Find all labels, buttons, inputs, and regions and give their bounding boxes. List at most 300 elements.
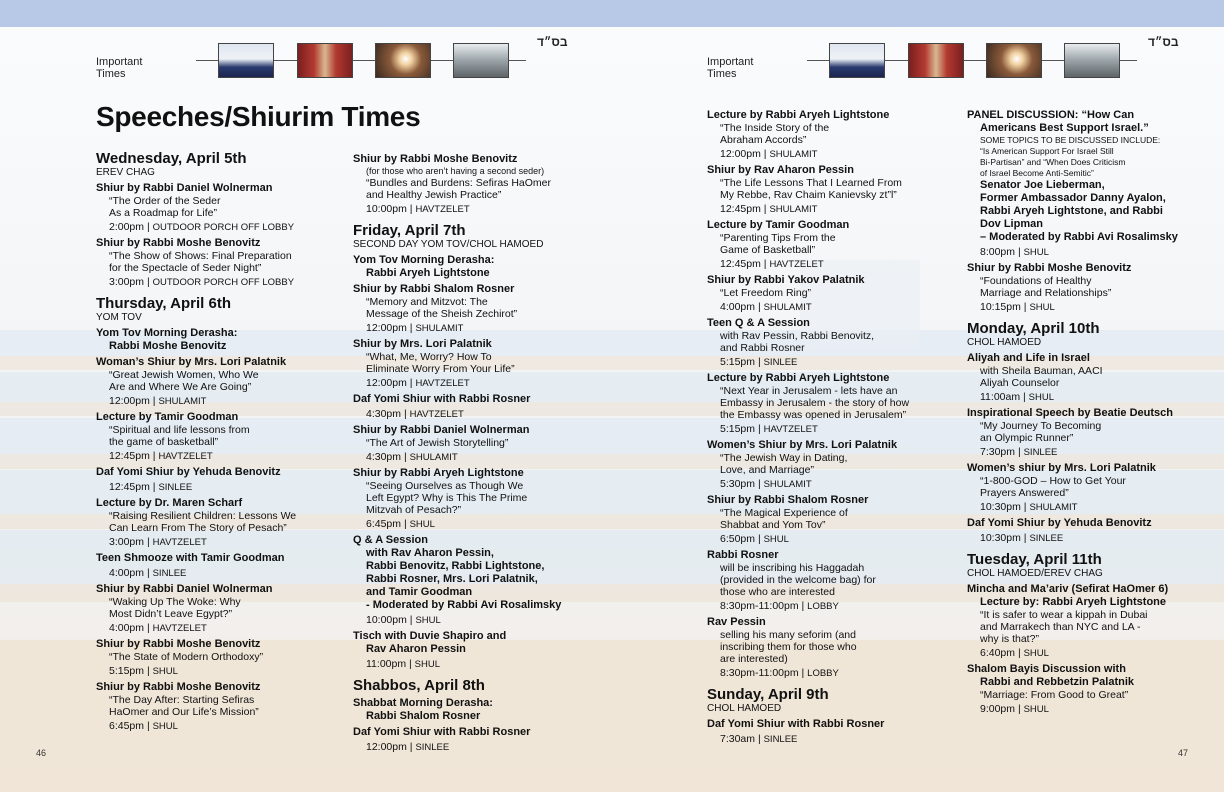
event-description: Aliyah Counselor xyxy=(980,377,1060,389)
schedule-item xyxy=(707,164,957,216)
event-title: Shiur by Rabbi Shalom Rosner xyxy=(707,494,869,506)
separator: | xyxy=(755,478,764,490)
event-presenter: Rabbi Rosner, Mrs. Lori Palatnik, xyxy=(366,573,538,585)
event-location: SINLEE xyxy=(1023,447,1058,458)
event-title: Yom Tov Morning Derasha: xyxy=(353,254,495,266)
event-title: Lecture by Tamir Goodman xyxy=(96,411,239,423)
schedule-item xyxy=(967,462,1217,514)
event-description: selling his many seforim (and xyxy=(720,629,856,641)
event-panelist: Former Ambassador Danny Ayalon, xyxy=(980,192,1166,204)
event-description: will be inscribing his Haggadah xyxy=(720,562,865,574)
event-time: 4:00pm xyxy=(720,301,756,313)
event-description: Are and Where We Are Going” xyxy=(109,381,252,393)
separator: | xyxy=(149,395,159,407)
event-location: SHUL xyxy=(415,615,441,626)
event-location: SHUL xyxy=(1023,648,1049,659)
event-presenter: Americans Best Support Israel.” xyxy=(980,122,1149,134)
schedule-item xyxy=(707,549,957,613)
separator: | xyxy=(144,536,153,548)
event-panelist: Rabbi Aryeh Lightstone, and Rabbi xyxy=(980,205,1163,217)
event-title: Mincha and Ma’ariv (Sefirat HaOmer 6) xyxy=(967,583,1169,595)
event-time-location xyxy=(353,451,603,464)
event-title: Shiur by Rabbi Moshe Benovitz xyxy=(96,681,261,693)
event-time: 6:45pm xyxy=(366,518,402,530)
event-title: Tisch with Duvie Shapiro and xyxy=(353,630,507,642)
event-description: “The State of Modern Orthodoxy” xyxy=(109,651,264,663)
schedule-item xyxy=(96,552,346,580)
event-description: “Great Jewish Women, Who We xyxy=(109,369,259,381)
event-time-location xyxy=(96,276,346,289)
event-time-location xyxy=(967,246,1217,259)
event-panelist: – Moderated by Rabbi Avi Rosalimsky xyxy=(980,231,1178,243)
event-time-location xyxy=(353,203,603,216)
event-location: OUTDOOR PORCH OFF LOBBY xyxy=(152,222,295,233)
event-time: 12:45pm xyxy=(720,258,761,270)
event-description: Love, and Marriage” xyxy=(720,464,814,476)
schedule-item xyxy=(353,467,603,531)
event-time: 4:00pm xyxy=(109,622,145,634)
event-description: with Sheila Bauman, AACI xyxy=(980,365,1103,377)
separator: | xyxy=(1015,703,1024,715)
event-time: 3:00pm xyxy=(109,536,145,548)
separator: | xyxy=(406,203,416,215)
event-time: 12:00pm xyxy=(109,395,150,407)
page-title: Speeches/Shiurim Times xyxy=(96,101,421,132)
event-location: SHUL xyxy=(1023,247,1049,258)
event-description: “Seeing Ourselves as Though We xyxy=(366,480,524,492)
event-time-location xyxy=(967,391,1217,404)
event-time: 8:30pm-11:00pm xyxy=(720,667,799,679)
event-title: Lecture by Rabbi Aryeh Lightstone xyxy=(707,109,890,121)
event-time-location xyxy=(967,446,1217,459)
event-time: 5:15pm xyxy=(720,423,756,435)
event-description: Shabbat and Yom Tov” xyxy=(720,519,826,531)
event-title: Shiur by Rav Aharon Pessin xyxy=(707,164,854,176)
event-time: 10:30pm xyxy=(980,532,1021,544)
event-presenter: Rav Aharon Pessin xyxy=(366,643,466,655)
event-description: “Waking Up The Woke: Why xyxy=(109,596,241,608)
event-description: and Healthy Jewish Practice” xyxy=(366,189,502,201)
schedule-item xyxy=(353,338,603,390)
event-location: SHUL xyxy=(409,519,435,530)
event-title: Shiur by Rabbi Shalom Rosner xyxy=(353,283,515,295)
separator: | xyxy=(406,377,416,389)
event-description: (provided in the welcome bag) for xyxy=(720,574,876,586)
event-location: HAVTZELET xyxy=(769,259,824,270)
event-title: Shiur by Rabbi Moshe Benovitz xyxy=(353,153,518,165)
event-location: HAVTZELET xyxy=(763,424,818,435)
event-title: Inspirational Speech by Beatie Deutsch xyxy=(967,407,1174,419)
stage-photo-thumbnail xyxy=(297,43,353,78)
separator: | xyxy=(798,667,808,679)
event-time-location xyxy=(96,665,346,678)
schedule-item xyxy=(707,616,957,680)
event-title: Daf Yomi Shiur with Rabbi Rosner xyxy=(707,718,885,730)
schedule-item xyxy=(353,153,603,216)
event-description: Embassy in Jerusalem - the story of how xyxy=(720,397,910,409)
event-panelist: Senator Joe Lieberman, xyxy=(980,179,1105,191)
event-description: Marriage and Relationships” xyxy=(980,287,1112,299)
event-description: are interested) xyxy=(720,653,788,665)
event-description: with Rav Pessin, Rabbi Benovitz, xyxy=(720,330,875,342)
event-time: 12:00pm xyxy=(366,322,407,334)
schedule-item xyxy=(353,630,603,671)
schedule-item xyxy=(967,583,1217,660)
event-title: Shiur by Rabbi Aryeh Lightstone xyxy=(353,467,524,479)
event-time: 3:00pm xyxy=(109,276,145,288)
event-location: SINLEE xyxy=(152,568,187,579)
schedule-item xyxy=(96,583,346,635)
event-description: “The Order of the Seder xyxy=(109,195,221,207)
event-time-location xyxy=(353,658,603,671)
event-description: Mitzvah of Pesach?” xyxy=(366,504,462,516)
event-title: Q & A Session xyxy=(353,534,428,546)
gym-photo-thumbnail xyxy=(453,43,509,78)
schedule-item xyxy=(353,697,603,723)
event-time: 8:00pm xyxy=(980,246,1016,258)
event-presenter: Lecture by: Rabbi Aryeh Lightstone xyxy=(980,596,1167,608)
event-time: 12:00pm xyxy=(720,148,761,160)
schedule-item xyxy=(353,283,603,335)
event-location: SHUL xyxy=(152,666,178,677)
event-panelist: Dov Lipman xyxy=(980,218,1043,230)
separator: | xyxy=(755,733,764,745)
schedule-item xyxy=(353,393,603,421)
day-heading: Wednesday, April 5th xyxy=(96,150,247,167)
event-presenter: Rabbi and Rebbetzin Palatnik xyxy=(980,676,1135,688)
event-location: SHUL xyxy=(1029,302,1055,313)
gym-photo-thumbnail xyxy=(1064,43,1120,78)
day-subtitle: CHOL HAMOED xyxy=(707,703,782,714)
event-time-location xyxy=(707,356,957,369)
separator: | xyxy=(1015,246,1024,258)
schedule-item xyxy=(967,109,1217,259)
separator: | xyxy=(144,221,153,233)
event-description: Eliminate Worry From Your Life” xyxy=(366,363,515,375)
event-title: Lecture by Dr. Maren Scharf xyxy=(96,497,243,509)
event-title: Lecture by Rabbi Aryeh Lightstone xyxy=(707,372,890,384)
schedule-column-right-2 xyxy=(967,106,1217,716)
separator: | xyxy=(755,533,764,545)
event-title: Shiur by Rabbi Moshe Benovitz xyxy=(96,638,261,650)
schedule-item xyxy=(707,372,957,436)
schedule-column-right-1 xyxy=(707,106,957,746)
event-time: 6:50pm xyxy=(720,533,756,545)
schedule-item xyxy=(707,439,957,491)
day-subtitle: EREV CHAG xyxy=(96,167,155,178)
event-time-location xyxy=(96,221,346,234)
event-location: HAVTZELET xyxy=(415,378,470,389)
event-title: Shiur by Rabbi Yakov Palatnik xyxy=(707,274,865,286)
event-time-location xyxy=(353,377,603,390)
event-title: Daf Yomi Shiur by Yehuda Benovitz xyxy=(967,517,1152,529)
event-description: and Rabbi Rosner xyxy=(720,342,805,354)
schedule-item xyxy=(707,494,957,546)
day-heading: Tuesday, April 11th xyxy=(967,551,1102,568)
schedule-item xyxy=(96,681,346,733)
event-description: “The Life Lessons That I Learned From xyxy=(720,177,902,189)
event-location: SHUL xyxy=(1028,392,1054,403)
day-subtitle: SECOND DAY YOM TOV/CHOL HAMOED xyxy=(353,239,544,250)
event-location: SHULAMIT xyxy=(158,396,207,407)
separator: | xyxy=(1020,532,1030,544)
event-time-location xyxy=(707,667,957,680)
event-title: Daf Yomi Shiur by Yehuda Benovitz xyxy=(96,466,281,478)
event-time-location xyxy=(353,408,603,421)
bsd-mark: בס״ד xyxy=(537,35,568,49)
event-time-location xyxy=(96,481,346,494)
event-description: “Raising Resilient Children: Lessons We xyxy=(109,510,297,522)
event-topics: “Is American Support For Israel Still xyxy=(980,146,1114,156)
schedule-item xyxy=(707,718,957,746)
day-heading: Monday, April 10th xyxy=(967,320,1100,337)
event-time-location xyxy=(707,478,957,491)
event-time: 10:30pm xyxy=(980,501,1021,513)
event-note: (for those who aren’t having a second seder) xyxy=(366,166,545,176)
separator: | xyxy=(798,600,808,612)
event-time-location xyxy=(967,301,1217,314)
event-description: “Memory and Mitzvot: The xyxy=(366,296,488,308)
event-time-location xyxy=(707,301,957,314)
event-title: Woman’s Shiur by Mrs. Lori Palatnik xyxy=(96,356,287,368)
event-location: SINLEE xyxy=(1029,533,1064,544)
event-location: HAVTZELET xyxy=(158,451,213,462)
event-presenter: with Rav Aharon Pessin, xyxy=(366,547,494,559)
event-time-location xyxy=(353,322,603,335)
event-time-location xyxy=(96,395,346,408)
event-description: “Spiritual and life lessons from xyxy=(109,424,250,436)
event-description: “Parenting Tips From the xyxy=(720,232,836,244)
event-title: Teen Shmooze with Tamir Goodman xyxy=(96,552,285,564)
event-title: Women’s shiur by Mrs. Lori Palatnik xyxy=(967,462,1156,474)
top-banner xyxy=(0,0,1224,27)
speaker-photo-thumbnail xyxy=(375,43,431,78)
event-time: 11:00am xyxy=(980,391,1021,403)
day-subtitle: CHOL HAMOED/EREV CHAG xyxy=(967,568,1103,579)
event-time: 4:30pm xyxy=(366,408,402,420)
event-description: “Next Year in Jerusalem - lets have an xyxy=(720,385,898,397)
schedule-item xyxy=(967,517,1217,545)
schedule-item xyxy=(96,182,346,234)
audience-photo-thumbnail xyxy=(829,43,885,78)
schedule-item xyxy=(967,262,1217,314)
schedule-item xyxy=(707,219,957,271)
separator: | xyxy=(401,518,410,530)
separator: | xyxy=(144,567,153,579)
event-location: SINLEE xyxy=(415,742,450,753)
event-time: 7:30pm xyxy=(980,446,1016,458)
event-location: HAVTZELET xyxy=(152,623,207,634)
event-title: Yom Tov Morning Derasha: xyxy=(96,327,238,339)
event-time-location xyxy=(96,536,346,549)
event-description: “Foundations of Healthy xyxy=(980,275,1092,287)
event-title: Shalom Bayis Discussion with xyxy=(967,663,1126,675)
event-title: Daf Yomi Shiur with Rabbi Rosner xyxy=(353,393,531,405)
schedule-item xyxy=(96,356,346,408)
event-time-location xyxy=(707,600,957,613)
event-description: “Marriage: From Good to Great” xyxy=(980,689,1129,701)
schedule-item xyxy=(967,407,1217,459)
schedule-item xyxy=(353,424,603,464)
schedule-item xyxy=(96,638,346,678)
event-title: Women’s Shiur by Mrs. Lori Palatnik xyxy=(707,439,898,451)
separator: | xyxy=(401,451,410,463)
schedule-item xyxy=(707,317,957,369)
day-heading: Sunday, April 9th xyxy=(707,686,829,703)
event-description: As a Roadmap for Life” xyxy=(109,207,217,219)
event-description: “The Show of Shows: Final Preparation xyxy=(109,250,292,262)
event-time: 5:30pm xyxy=(720,478,756,490)
event-location: SHULAMIT xyxy=(415,323,464,334)
event-location: SHULAMIT xyxy=(763,302,812,313)
event-location: SHULAMIT xyxy=(409,452,458,463)
event-description: “The Art of Jewish Storytelling” xyxy=(366,437,509,449)
schedule-item xyxy=(96,237,346,289)
event-description: “It is safer to wear a kippah in Dubai xyxy=(980,609,1148,621)
event-time-location xyxy=(967,501,1217,514)
event-description: My Rebbe, Rav Chaim Kanievsky zt”l” xyxy=(720,189,897,201)
event-location: SHULAMIT xyxy=(769,149,818,160)
event-time-location xyxy=(707,148,957,161)
event-title: Shiur by Mrs. Lori Palatnik xyxy=(353,338,492,350)
schedule-item xyxy=(96,466,346,494)
event-title: Rav Pessin xyxy=(707,616,766,628)
event-description: “Bundles and Burdens: Sefiras HaOmer xyxy=(366,177,552,189)
event-presenter: Rabbi Moshe Benovitz xyxy=(109,340,227,352)
schedule-column-left-2 xyxy=(353,150,603,754)
event-time-location xyxy=(353,518,603,531)
schedule-item xyxy=(707,274,957,314)
event-presenter: Rabbi Aryeh Lightstone xyxy=(366,267,490,279)
event-location: LOBBY xyxy=(807,668,839,679)
day-heading: Shabbos, April 8th xyxy=(353,677,485,694)
event-title: PANEL DISCUSSION: “How Can xyxy=(967,109,1135,121)
event-presenter: Rabbi Shalom Rosner xyxy=(366,710,481,722)
event-time: 6:45pm xyxy=(109,720,145,732)
event-description: for the Spectacle of Seder Night” xyxy=(109,262,262,274)
event-time: 11:00pm xyxy=(366,658,407,670)
event-title: Shiur by Rabbi Daniel Wolnerman xyxy=(353,424,530,436)
event-time: 12:45pm xyxy=(720,203,761,215)
event-location: HAVTZELET xyxy=(409,409,464,420)
separator: | xyxy=(755,356,764,368)
event-time: 9:00pm xyxy=(980,703,1016,715)
separator: | xyxy=(149,481,159,493)
event-time: 10:15pm xyxy=(980,301,1021,313)
event-title: Daf Yomi Shiur with Rabbi Rosner xyxy=(353,726,531,738)
event-time: 10:00pm xyxy=(366,203,407,215)
schedule-item xyxy=(96,327,346,353)
event-time-location xyxy=(353,614,603,627)
day-subtitle: YOM TOV xyxy=(96,312,142,323)
event-presenter: - Moderated by Rabbi Avi Rosalimsky xyxy=(366,599,562,611)
event-time: 12:45pm xyxy=(109,481,150,493)
schedule-item xyxy=(353,534,603,627)
separator: | xyxy=(406,614,416,626)
event-time: 12:00pm xyxy=(366,741,407,753)
event-description: “Let Freedom Ring” xyxy=(720,287,812,299)
separator: | xyxy=(1020,301,1030,313)
separator: | xyxy=(144,276,153,288)
schedule-item xyxy=(707,109,957,161)
event-title: Teen Q & A Session xyxy=(707,317,810,329)
event-location: SHULAMIT xyxy=(769,204,818,215)
header-label: Important Times xyxy=(96,56,143,80)
stage-photo-thumbnail xyxy=(908,43,964,78)
event-location: OUTDOOR PORCH OFF LOBBY xyxy=(152,277,295,288)
event-description: why is that?” xyxy=(980,633,1039,645)
event-description: “My Journey To Becoming xyxy=(980,420,1102,432)
event-time-location xyxy=(707,258,957,271)
event-description: “The Magical Experience of xyxy=(720,507,848,519)
event-presenter: Rabbi Benovitz, Rabbi Lightstone, xyxy=(366,560,545,572)
event-description: the game of basketball” xyxy=(109,436,219,448)
event-location: HAVTZELET xyxy=(415,204,470,215)
event-title: Shiur by Rabbi Moshe Benovitz xyxy=(967,262,1132,274)
speaker-photo-thumbnail xyxy=(986,43,1042,78)
event-presenter: and Tamir Goodman xyxy=(366,586,473,598)
event-description: “What, Me, Worry? How To xyxy=(366,351,492,363)
event-time: 10:00pm xyxy=(366,614,407,626)
event-title: Shiur by Rabbi Moshe Benovitz xyxy=(96,237,261,249)
event-location: SHUL xyxy=(152,721,178,732)
event-description: “The Jewish Way in Dating, xyxy=(720,452,848,464)
event-location: SHUL xyxy=(763,534,789,545)
event-title: Aliyah and Life in Israel xyxy=(967,352,1090,364)
separator: | xyxy=(1020,391,1029,403)
schedule-item xyxy=(353,254,603,280)
event-topics: of Israel Become Anti-Semitic” xyxy=(980,168,1094,178)
separator: | xyxy=(406,741,416,753)
event-location: SHULAMIT xyxy=(763,479,812,490)
event-title: Lecture by Tamir Goodman xyxy=(707,219,850,231)
event-location: HAVTZELET xyxy=(152,537,207,548)
event-description: HaOmer and Our Life’s Mission” xyxy=(109,706,259,718)
event-description: Game of Basketball” xyxy=(720,244,816,256)
event-title: Shiur by Rabbi Daniel Wolnerman xyxy=(96,182,273,194)
event-description: “The Day After: Starting Sefiras xyxy=(109,694,255,706)
schedule-item xyxy=(96,497,346,549)
page-number: 47 xyxy=(1178,748,1189,758)
event-time: 12:45pm xyxy=(109,450,150,462)
audience-photo-thumbnail xyxy=(218,43,274,78)
event-time-location xyxy=(353,741,603,754)
event-description: “The Inside Story of the xyxy=(720,122,830,134)
event-location: SINLEE xyxy=(763,357,798,368)
event-time: 12:00pm xyxy=(366,377,407,389)
separator: | xyxy=(144,665,153,677)
separator: | xyxy=(406,658,415,670)
event-time: 4:30pm xyxy=(366,451,402,463)
separator: | xyxy=(406,322,416,334)
bsd-mark: בס״ד xyxy=(1148,35,1179,49)
event-location: LOBBY xyxy=(807,601,839,612)
schedule-item xyxy=(96,411,346,463)
event-time-location xyxy=(707,203,957,216)
event-description: and Marrakech than NYC and LA - xyxy=(980,621,1141,633)
schedule-item xyxy=(967,352,1217,404)
separator: | xyxy=(144,622,153,634)
event-time: 6:40pm xyxy=(980,647,1016,659)
event-time-location xyxy=(96,622,346,635)
event-title: Shabbat Morning Derasha: xyxy=(353,697,493,709)
separator: | xyxy=(1015,647,1024,659)
event-time-location xyxy=(967,532,1217,545)
header-label: Important Times xyxy=(707,56,754,80)
event-location: SINLEE xyxy=(763,734,798,745)
event-title: Shiur by Rabbi Daniel Wolnerman xyxy=(96,583,273,595)
event-time: 7:30am xyxy=(720,733,756,745)
